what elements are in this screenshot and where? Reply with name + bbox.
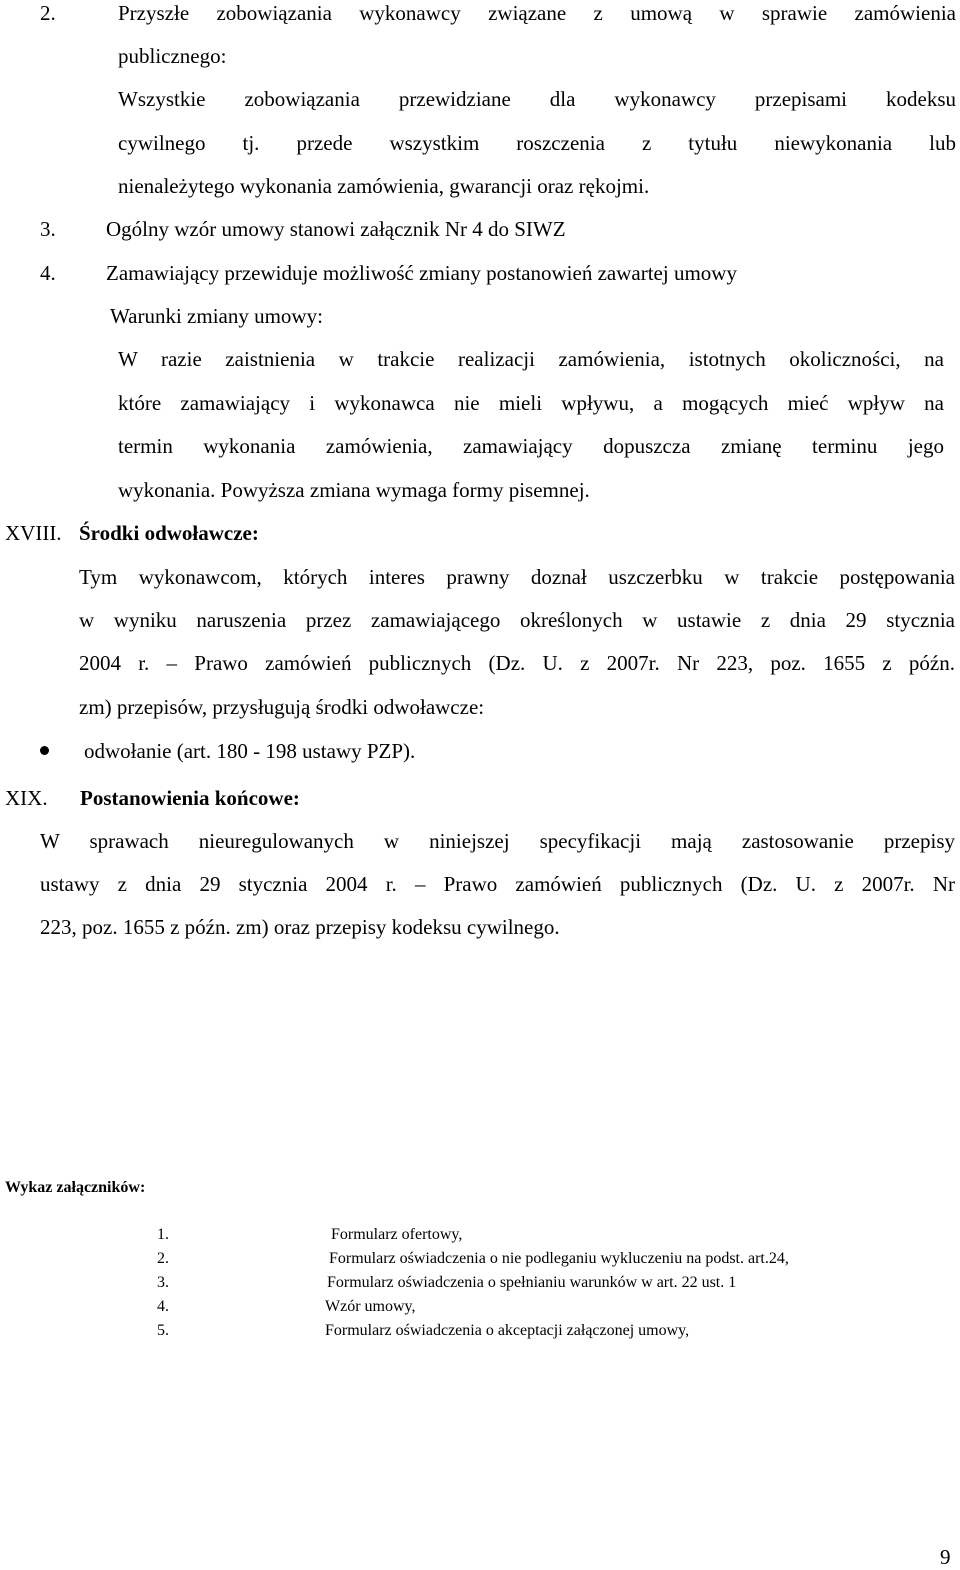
section-19-title: Postanowienia końcowe: [80, 786, 300, 810]
section-19-line-2: ustawy z dnia 29 stycznia 2004 r. – Prawo zamówień publicznych (Dz. U. z 2007r. Nr [40, 872, 955, 896]
item-2-line-5: nienależytego wykonania zamówienia, gwarancji oraz rękojmi. [118, 174, 650, 198]
item-3-text: Ogólny wzór umowy stanowi załącznik Nr 4 do SIWZ [106, 217, 566, 241]
item-2-line-4: cywilnego tj. przede wszystkim roszczenia z tytułu niewykonania lub [118, 131, 956, 155]
item-3-number: 3. [40, 217, 56, 241]
section-18-line-1: Tym wykonawcom, których interes prawny doznał uszczerbku w trakcie postępowania [79, 565, 955, 589]
item-2-line-2: publicznego: [118, 44, 227, 68]
section-19-number: XIX. [5, 786, 48, 810]
section-18-line-2: w wyniku naruszenia przez zamawiającego określonych w ustawie z dnia 29 stycznia [79, 608, 955, 632]
attachment-2-number: 2. [157, 1250, 169, 1267]
item-2-line-1: Przyszłe zobowiązania wykonawcy związane z umową w sprawie zamówienia [118, 1, 956, 25]
section-19-line-1: W sprawach nieuregulowanych w niniejszej specyfikacji mają zastosowanie przepisy [40, 829, 955, 853]
item-2-line-3: Wszystkie zobowiązania przewidziane dla wykonawcy przepisami kodeksu [118, 87, 956, 111]
section-19-line-3: 223, poz. 1655 z późn. zm) oraz przepisy kodeksu cywilnego. [40, 915, 560, 939]
attachment-4-number: 4. [157, 1298, 169, 1315]
section-18-title: Środki odwoławcze: [79, 521, 259, 545]
attachment-3-text: Formularz oświadczenia o spełnianiu warunków w art. 22 ust. 1 [327, 1274, 737, 1291]
item-4-subheading: Warunki zmiany umowy: [110, 304, 323, 328]
section-18-number: XVIII. [5, 521, 62, 545]
section-18-line-4: zm) przepisów, przysługują środki odwoławcze: [79, 695, 485, 719]
item-4-line-5: wykonania. Powyższa zmiana wymaga formy pisemnej. [118, 478, 590, 502]
section-18-bullet-1: odwołanie (art. 180 - 198 ustawy PZP). [84, 739, 416, 763]
attachment-4-text: Wzór umowy, [325, 1298, 416, 1315]
attachment-5-number: 5. [157, 1322, 169, 1339]
bullet-marker [40, 746, 49, 755]
item-4-line-2: W razie zaistnienia w trakcie realizacji zamówienia, istotnych okoliczności, na [118, 347, 944, 371]
item-4-line-1: Zamawiający przewiduje możliwość zmiany postanowień zawartej umowy [106, 261, 737, 285]
attachment-3-number: 3. [157, 1274, 169, 1291]
item-4-line-4: termin wykonania zamówienia, zamawiający dopuszcza zmianę terminu jego [118, 434, 944, 458]
item-4-number: 4. [40, 261, 56, 285]
item-2-number: 2. [40, 1, 56, 25]
attachment-2-text: Formularz oświadczenia o nie podleganiu wykluczeniu na podst. art.24, [329, 1250, 789, 1267]
attachments-title: Wykaz załączników: [5, 1179, 146, 1196]
item-4-line-3: które zamawiający i wykonawca nie mieli wpływu, a mogących mieć wpływ na [118, 391, 944, 415]
section-18-line-3: 2004 r. – Prawo zamówień publicznych (Dz. U. z 2007r. Nr 223, poz. 1655 z późn. [79, 651, 955, 675]
attachment-1-number: 1. [157, 1226, 169, 1243]
attachment-5-text: Formularz oświadczenia o akceptacji załączonej umowy, [325, 1322, 690, 1339]
page-number: 9 [940, 1545, 951, 1569]
attachment-1-text: Formularz ofertowy, [331, 1226, 463, 1243]
